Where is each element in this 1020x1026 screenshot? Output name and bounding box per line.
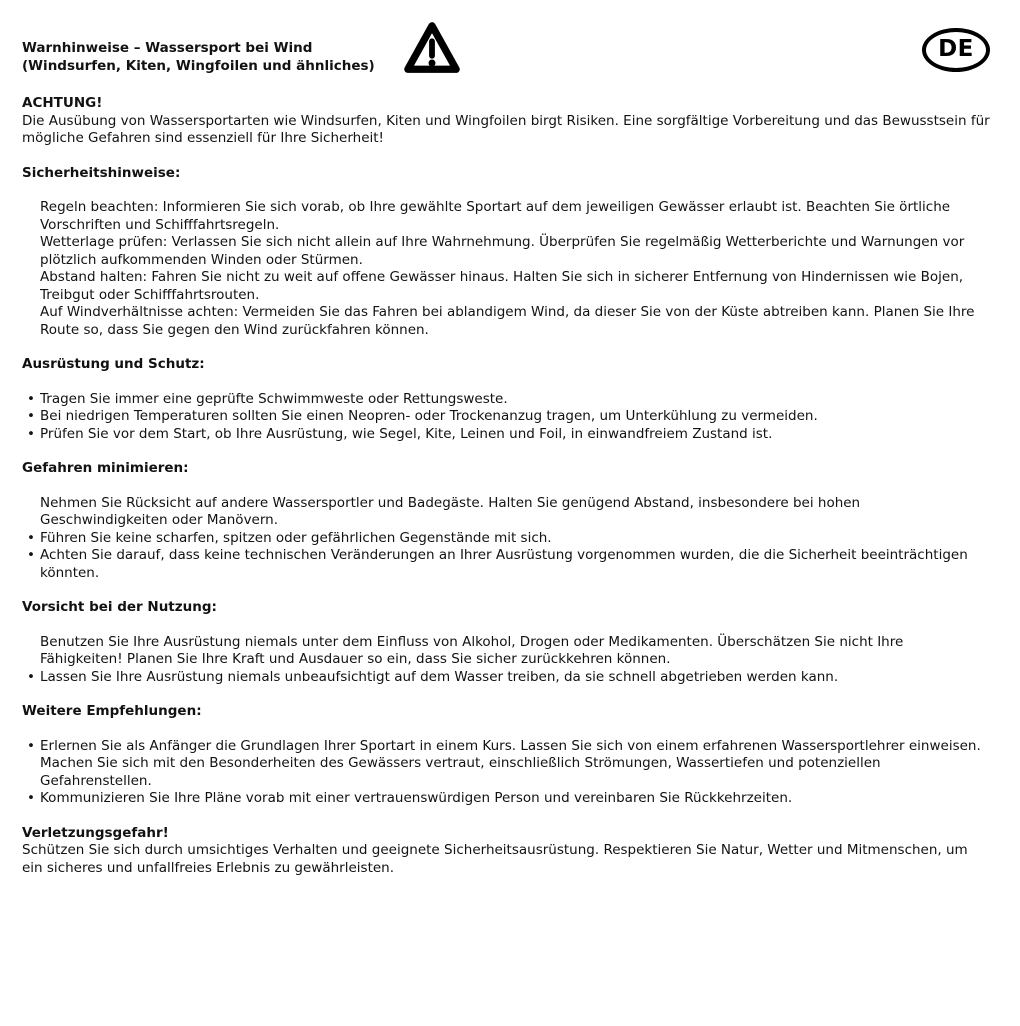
closing-heading: Verletzungsgefahr! — [22, 824, 169, 841]
list-item — [27, 547, 990, 582]
list-item-text: Wetterlage prüfen: Verlassen Sie sich nicht allein auf Ihre Wahrnehmung. Überprüfen Sie regelmäßig Wetterberichte und Warnungen vor plötzlich aufkommenden Winden oder Stürmen. — [40, 234, 965, 268]
attention-body: Die Ausübung von Wassersportarten wie Windsurfen, Kiten und Wingfoilen birgt Risiken. Eine sorgfältige Vorbereitung und das Bewusstsein für mögliche Gefahren sind essenziell für Ihre Sicherheit! — [22, 112, 990, 146]
section-gefahren-minimieren — [22, 460, 990, 582]
list-item — [27, 199, 990, 234]
list-item-text: Tragen Sie immer eine geprüfte Schwimmweste oder Rettungsweste. — [40, 390, 508, 407]
section-list — [27, 495, 990, 583]
bullet-marker: • — [27, 790, 35, 806]
list-item-text: Nehmen Sie Rücksicht auf andere Wassersportler und Badegäste. Halten Sie genügend Abstand, insbesondere bei hohen Geschwindigkeiten oder Manövern. — [40, 494, 861, 528]
section-list — [27, 738, 990, 808]
document-title — [22, 36, 990, 75]
bullet-marker: • — [27, 390, 35, 407]
list-item-text: Abstand halten: Fahren Sie nicht zu weit auf offene Gewässer hinaus. Halten Sie sich in sicherer Entfernung von Hindernissen wie Bojen, Treibgut oder Schifffahrtsrouten. — [40, 269, 964, 303]
section-ausruestung-und-schutz — [22, 356, 990, 443]
list-item — [27, 391, 990, 409]
closing-block — [22, 825, 990, 878]
list-item-text: Bei niedrigen Temperaturen sollten Sie einen Neopren- oder Trockenanzug tragen, um Unterkühlung zu vermeiden. — [40, 408, 818, 424]
list-item — [27, 530, 990, 548]
list-item — [27, 495, 990, 530]
bullet-marker: • — [27, 737, 35, 754]
list-item-text: Erlernen Sie als Anfänger die Grundlagen Ihrer Sportart in einem Kurs. Lassen Sie sich von einem erfahrenen Wassersportlehrer einweisen. — [40, 737, 981, 754]
section-heading: Weitere Empfehlungen: — [22, 703, 202, 719]
list-item — [27, 755, 990, 790]
section-list — [27, 199, 990, 339]
section-list — [27, 634, 990, 687]
bullet-marker: • — [27, 408, 35, 424]
bullet-marker: • — [27, 425, 35, 442]
section-list — [27, 391, 990, 444]
list-item-text: Auf Windverhältnisse achten: Vermeiden Sie das Fahren bei ablandigem Wind, da dieser Sie von der Küste abtreiben kann. Planen Sie Ihre Route so, dass Sie gegen den Wind zurückfahren können. — [40, 304, 975, 338]
list-item-text: Regeln beachten: Informieren Sie sich vorab, ob Ihre gewählte Sportart auf dem jeweiligen Gewässer erlaubt ist. Beachten Sie örtliche Vorschriften und Schifffahrtsregeln. — [40, 199, 951, 233]
section-sicherheitshinweise — [22, 165, 990, 340]
section-vorsicht-bei-der-nutzung — [22, 599, 990, 686]
bullet-marker: • — [27, 547, 35, 563]
bullet-marker: • — [27, 668, 35, 685]
list-item-text: Achten Sie darauf, dass keine technischen Veränderungen an Ihrer Ausrüstung vorgenommen wurden, die die Sicherheit beeinträchtigen könnten. — [40, 547, 968, 581]
section-weitere-empfehlungen — [22, 703, 990, 808]
list-item — [27, 790, 990, 808]
section-heading: Vorsicht bei der Nutzung: — [22, 599, 217, 615]
section-heading: Ausrüstung und Schutz: — [22, 356, 205, 372]
list-item — [27, 234, 990, 269]
list-item — [27, 669, 990, 687]
title-line-2: (Windsurfen, Kiten, Wingfoilen und ähnliches) — [22, 57, 375, 74]
list-item-text: Prüfen Sie vor dem Start, ob Ihre Ausrüstung, wie Segel, Kite, Leinen und Foil, in einwandfreiem Zustand ist. — [40, 425, 773, 442]
closing-body: Schützen Sie sich durch umsichtiges Verhalten und geeignete Sicherheitsausrüstung. Respektieren Sie Natur, Wetter und Mitmenschen, um ein sicheres und unfallfreies Erlebnis zu gewährleisten. — [22, 842, 968, 876]
list-item-text: Kommunizieren Sie Ihre Pläne vorab mit einer vertrauenswürdigen Person und vereinbaren Sie Rückkehrzeiten. — [40, 790, 793, 806]
list-item — [27, 426, 990, 444]
list-item — [27, 304, 990, 339]
list-item-text: Führen Sie keine scharfen, spitzen oder gefährlichen Gegenstände mit sich. — [40, 529, 552, 546]
bullet-marker: • — [27, 529, 35, 546]
title-line-1: Warnhinweise – Wassersport bei Wind — [22, 40, 313, 56]
list-item — [27, 269, 990, 304]
warning-triangle-icon — [403, 20, 461, 78]
list-item — [27, 408, 990, 426]
list-item-text: Machen Sie sich mit den Besonderheiten des Gewässers vertraut, einschließlich Strömungen, Wassertiefen und potenziellen Gefahrenstellen. — [40, 755, 881, 789]
list-item-text: Benutzen Sie Ihre Ausrüstung niemals unter dem Einfluss von Alkohol, Drogen oder Medikamenten. Überschätzen Sie nicht Ihre Fähigkeiten! Planen Sie Ihre Kraft und Ausdauer so ein, dass Sie sicher zurückkehren können. — [40, 633, 904, 667]
list-item — [27, 738, 990, 756]
document-header — [22, 36, 990, 78]
attention-heading: ACHTUNG! — [22, 95, 103, 111]
section-heading: Sicherheitshinweise: — [22, 164, 181, 181]
attention-block — [22, 95, 990, 148]
list-item — [27, 634, 990, 669]
language-badge-label: DE — [938, 36, 974, 63]
list-item-text: Lassen Sie Ihre Ausrüstung niemals unbeaufsichtigt auf dem Wasser treiben, da sie schnell abgetrieben werden kann. — [40, 668, 839, 685]
language-badge — [922, 28, 990, 72]
section-heading: Gefahren minimieren: — [22, 460, 189, 476]
